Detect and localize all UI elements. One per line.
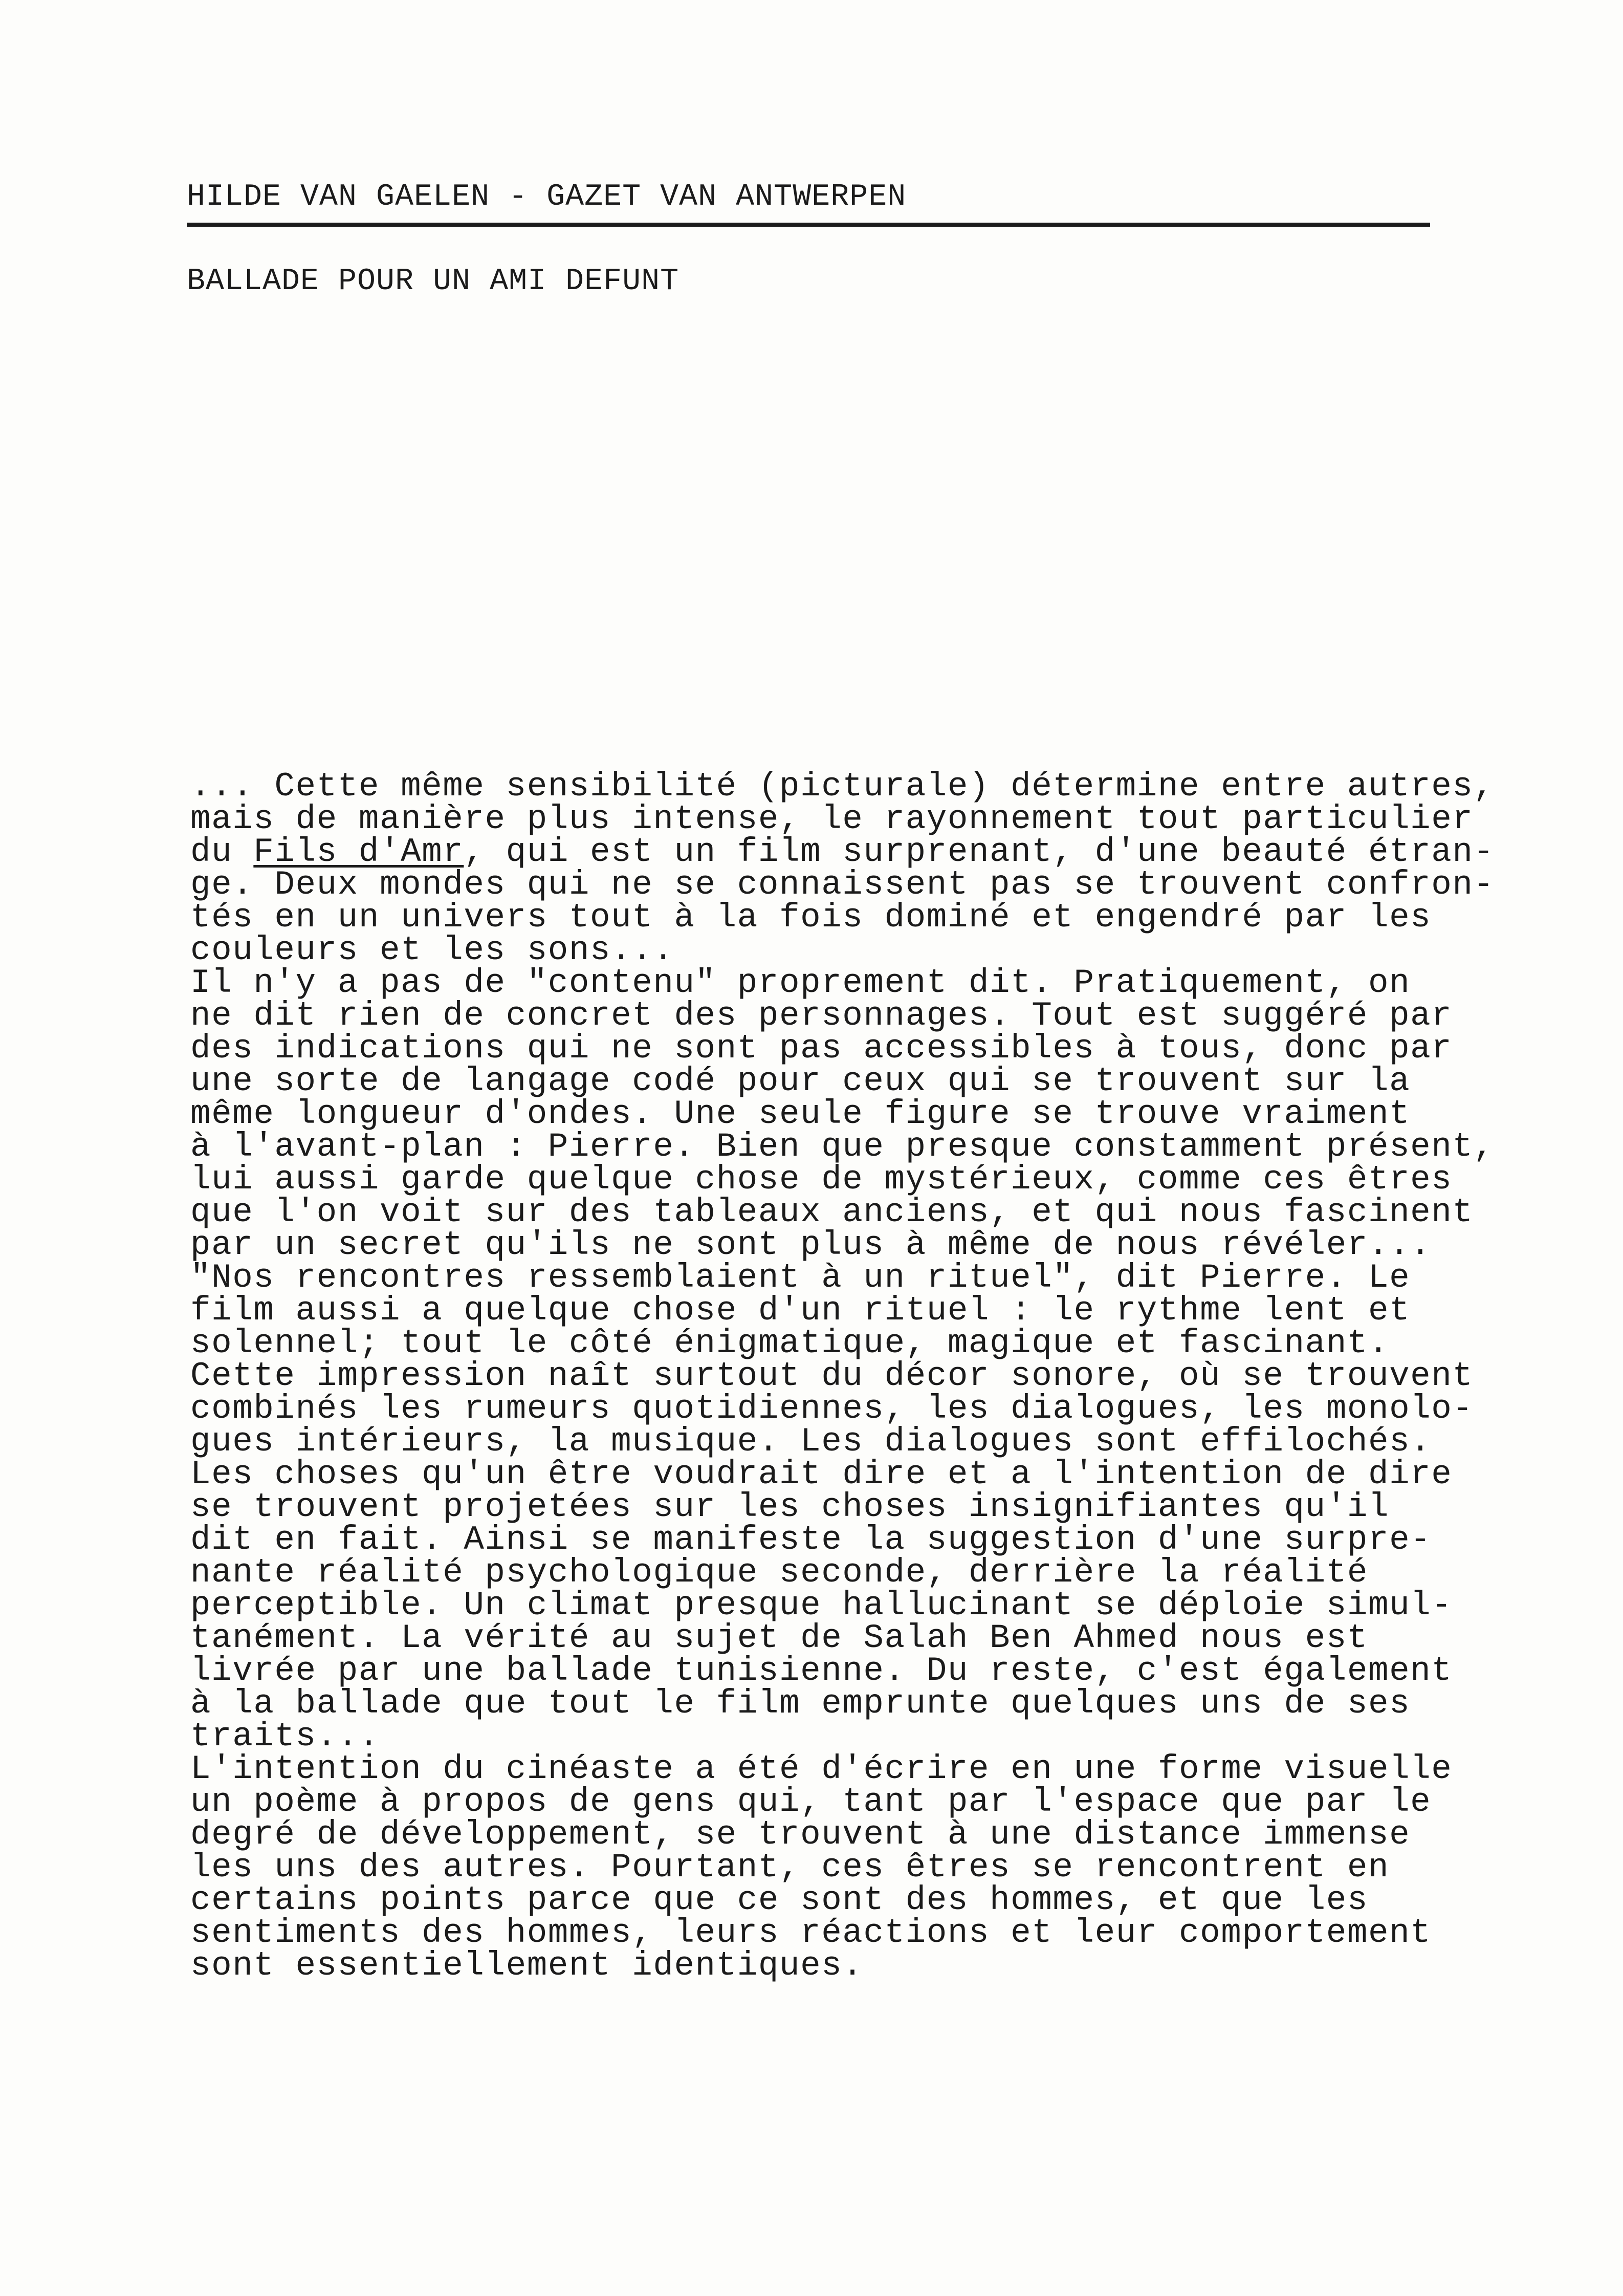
article-body: [190, 767, 1495, 1985]
text-line: lui aussi garde quelque chose de mystérieux, comme ces êtres: [190, 1160, 1453, 1199]
film-title-underlined: Fils d'Amr: [253, 833, 464, 871]
text-line: que l'on voit sur des tableaux anciens, et qui nous fascinent: [190, 1193, 1474, 1231]
text-line: sont essentiellement identiques.: [190, 1946, 864, 1985]
text-line: nante réalité psychologique seconde, derrière la réalité: [190, 1553, 1368, 1592]
text-line: tanément. La vérité au sujet de Salah Ben Ahmed nous est: [190, 1619, 1368, 1657]
article-title: BALLADE POUR UN AMI DEFUNT: [187, 264, 679, 299]
text-line: solennel; tout le côté énigmatique, magique et fascinant.: [190, 1324, 1390, 1362]
text-line: film aussi a quelque chose d'un rituel : le rythme lent et: [190, 1291, 1411, 1330]
header-rule: [187, 223, 1430, 227]
text-line: Les choses qu'un être voudrait dire et a l'intention de dire: [190, 1455, 1453, 1493]
text-segment: , qui est un film surprenant, d'une beauté étran-: [464, 833, 1495, 871]
text-line: à l'avant-plan : Pierre. Bien que presque constamment présent,: [190, 1128, 1495, 1166]
text-line: degré de développement, se trouvent à une distance immense: [190, 1815, 1411, 1854]
text-line: L'intention du cinéaste a été d'écrire en une forme visuelle: [190, 1750, 1453, 1788]
text-line: des indications qui ne sont pas accessibles à tous, donc par: [190, 1029, 1453, 1068]
text-line: ge. Deux mondes qui ne se connaissent pas se trouvent confron-: [190, 865, 1495, 904]
text-line: les uns des autres. Pourtant, ces êtres se rencontrent en: [190, 1848, 1390, 1887]
text-line: ne dit rien de concret des personnages. Tout est suggéré par: [190, 997, 1453, 1035]
text-line: mais de manière plus intense, le rayonnement tout particulier: [190, 800, 1474, 838]
text-line: par un secret qu'ils ne sont plus à même de nous révéler...: [190, 1226, 1432, 1264]
text-line: une sorte de langage codé pour ceux qui se trouvent sur la: [190, 1062, 1411, 1100]
text-line: gues intérieurs, la musique. Les dialogues sont effilochés.: [190, 1422, 1432, 1461]
text-line: "Nos rencontres ressemblaient à un rituel", dit Pierre. Le: [190, 1259, 1411, 1297]
text-line: traits...: [190, 1717, 380, 1756]
text-line: ... Cette même sensibilité (picturale) détermine entre autres,: [190, 767, 1495, 806]
author-source-heading: HILDE VAN GAELEN - GAZET VAN ANTWERPEN: [187, 180, 907, 214]
text-line: même longueur d'ondes. Une seule figure se trouve vraiment: [190, 1095, 1411, 1133]
text-segment: du: [190, 833, 254, 871]
text-line: un poème à propos de gens qui, tant par l'espace que par le: [190, 1783, 1432, 1821]
text-line: [190, 833, 1495, 871]
text-line: dit en fait. Ainsi se manifeste la suggestion d'une surpre-: [190, 1521, 1432, 1559]
text-line: tés en un univers tout à la fois dominé et engendré par les: [190, 898, 1432, 937]
text-line: Il n'y a pas de "contenu" proprement dit. Pratiquement, on: [190, 964, 1411, 1002]
text-line: combinés les rumeurs quotidiennes, les dialogues, les monolo-: [190, 1390, 1474, 1428]
text-line: se trouvent projetées sur les choses insignifiantes qu'il: [190, 1488, 1390, 1526]
text-line: sentiments des hommes, leurs réactions et leur comportement: [190, 1914, 1432, 1952]
text-line: livrée par une ballade tunisienne. Du reste, c'est également: [190, 1652, 1453, 1690]
text-line: couleurs et les sons...: [190, 931, 674, 969]
text-line: certains points parce que ce sont des hommes, et que les: [190, 1881, 1368, 1919]
text-line: à la ballade que tout le film emprunte quelques uns de ses: [190, 1684, 1411, 1723]
text-line: Cette impression naît surtout du décor sonore, où se trouvent: [190, 1357, 1474, 1395]
text-line: perceptible. Un climat presque hallucinant se déploie simul-: [190, 1586, 1453, 1624]
